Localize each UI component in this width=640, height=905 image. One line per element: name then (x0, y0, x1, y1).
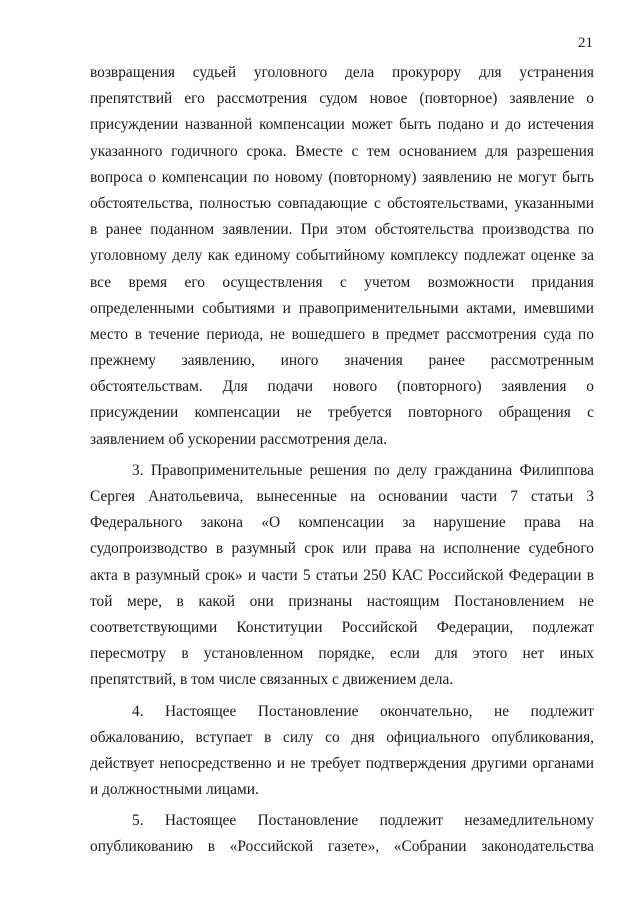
text-line: той мере, в какой они признаны настоящим Постановлением не (90, 592, 594, 610)
text-line: судопроизводство в разумный срок или права на исполнение судебного (90, 540, 594, 558)
text-line: место в течение периода, не вошедшего в предмет рассмотрения суда по (90, 325, 594, 343)
text-line: опубликованию в «Российской газете», «Собрании законодательства (90, 838, 594, 856)
text-line: 3. Правоприменительные решения по делу гражданина Филиппова (132, 461, 594, 479)
text-line: препятствий его рассмотрения судом новое (повторное) заявление о (90, 90, 594, 108)
paragraph-5 (90, 808, 594, 860)
text-line: и должностными лицами. (90, 781, 259, 799)
text-line: Сергея Анатольевича, вынесенные на основании части 7 статьи 3 (90, 488, 594, 505)
text-line: присуждении названной компенсации может быть подано и до истечения (90, 116, 594, 134)
text-line: возвращения судьей уголовного дела прокурору для устранения (90, 64, 594, 81)
text-line: прежнему заявлению, иного значения ранее рассмотренным (90, 352, 594, 370)
text-line: указанного годичного срока. Вместе с тем основанием для разрешения (90, 142, 594, 160)
text-line: пересмотру в установленном порядке, если для этого нет иных (90, 645, 594, 663)
document-body (90, 60, 594, 866)
text-line: в ранее поданном заявлении. При этом обстоятельства производства по (90, 221, 594, 239)
text-line: обстоятельствам. Для подачи нового (повторного) заявления о (90, 378, 594, 396)
text-line: препятствий, в том числе связанных с движением дела. (90, 671, 454, 689)
text-line: уголовному делу как единому событийному комплексу подлежат оценке за (90, 247, 594, 265)
text-line: обжалованию, вступает в силу со дня официального опубликования, (90, 728, 594, 746)
text-line: 4. Настоящее Постановление окончательно, не подлежит (132, 702, 594, 720)
text-line: Федерального закона «О компенсации за нарушение права на (90, 514, 594, 532)
text-line: соответствующими Конституции Российской Федерации, подлежат (90, 618, 594, 636)
paragraph-3 (90, 458, 594, 694)
text-line: определенными событиями и правоприменительными актами, имевшими (90, 299, 594, 317)
text-line: вопроса о компенсации по новому (повторному) заявлению не могут быть (90, 168, 594, 186)
text-line: акта в разумный срок» и части 5 статьи 250 КАС Российской Федерации в (90, 566, 594, 584)
text-line: все время его осуществления с учетом возможности придания (90, 273, 594, 291)
text-line: обстоятельства, полностью совпадающие с обстоятельствами, указанными (90, 194, 594, 212)
page-number: 21 (578, 35, 593, 51)
paragraph-1 (90, 60, 594, 453)
text-line: действует непосредственно и не требует подтверждения другими органами (90, 754, 594, 772)
paragraph-4 (90, 699, 594, 804)
text-line: 5. Настоящее Постановление подлежит незамедлительному (132, 812, 594, 830)
text-line: присуждении компенсации не требуется повторного обращения с (90, 404, 594, 422)
text-line: заявлением об ускорении рассмотрения дела. (90, 430, 388, 448)
